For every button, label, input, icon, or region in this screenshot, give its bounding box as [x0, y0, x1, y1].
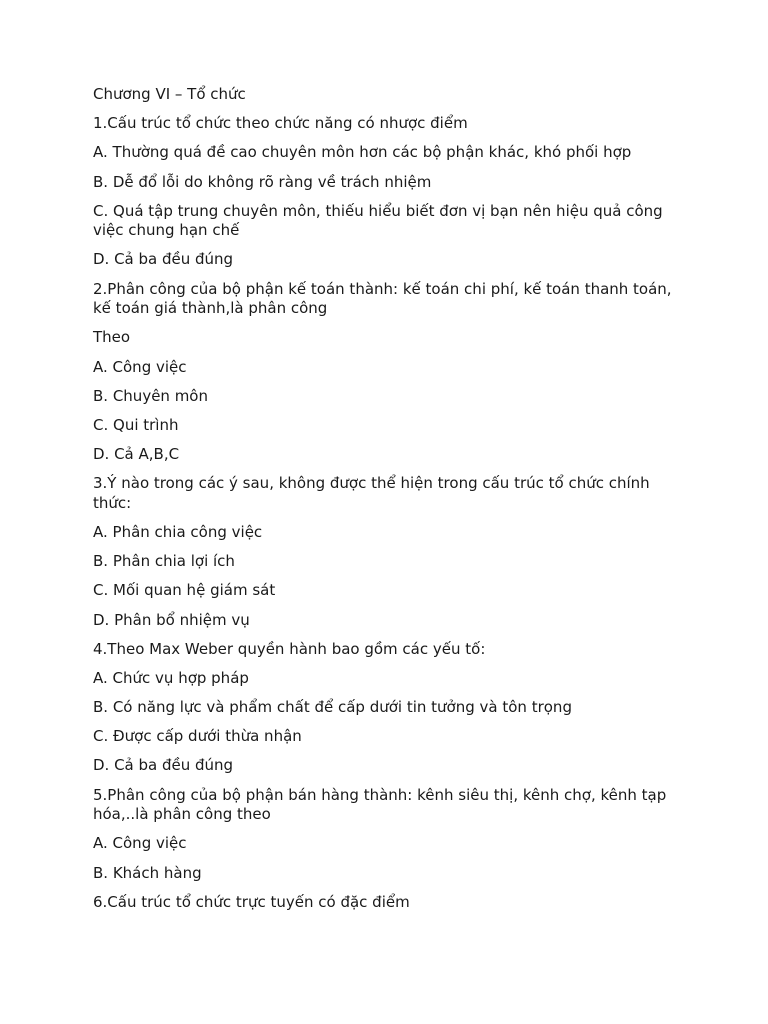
- question-3-option-c: C. Mối quan hệ giám sát: [93, 581, 276, 600]
- question-4-option-a: A. Chức vụ hợp pháp: [93, 668, 249, 687]
- question-3: 3.Ý nào trong các ý sau, không được thể hiện trong cấu trúc tổ chức chính thức:: [93, 474, 650, 512]
- question-4-option-c: C. Được cấp dưới thừa nhận: [93, 727, 302, 746]
- question-5-option-a: A. Công việc: [93, 834, 187, 853]
- question-2: 2.Phân công của bộ phận kế toán thành: kế toán chi phí, kế toán thanh toán, kế toán giá thành,là phân công: [93, 279, 672, 318]
- question-1-option-b: B. Dễ đổ lỗi do không rõ ràng về trách nhiệm: [93, 172, 432, 191]
- question-1-option-c: C. Quá tập trung chuyên môn, thiếu hiểu biết đơn vị bạn nên hiệu quả công việc chung hạn chế: [93, 201, 663, 240]
- question-4: 4.Theo Max Weber quyền hành bao gồm các yếu tố:: [93, 639, 486, 658]
- question-2-option-c: C. Qui trình: [93, 415, 179, 434]
- question-3-option-a: A. Phân chia công việc: [93, 522, 263, 541]
- question-2-continuation: Theo: [93, 328, 131, 347]
- question-1-option-a: A. Thường quá đề cao chuyên môn hơn các bộ phận khác, khó phối hợp: [93, 143, 632, 162]
- question-1: 1.Cấu trúc tổ chức theo chức năng có nhược điểm: [93, 114, 468, 133]
- document-body: [93, 85, 683, 922]
- question-3-option-b: B. Phân chia lợi ích: [93, 552, 235, 571]
- question-4-option-d: D. Cả ba đều đúng: [93, 756, 234, 775]
- question-1-option-d: D. Cả ba đều đúng: [93, 250, 234, 269]
- question-5: 5.Phân công của bộ phận bán hàng thành: kênh siêu thị, kênh chợ, kênh tạp hóa,..là phân công theo: [93, 785, 667, 824]
- question-2-option-a: A. Công việc: [93, 357, 187, 376]
- question-3-option-d: D. Phân bổ nhiệm vụ: [93, 610, 250, 629]
- question-2-option-d: D. Cả A,B,C: [93, 445, 180, 464]
- question-6: 6.Cấu trúc tổ chức trực tuyến có đặc điểm: [93, 892, 410, 911]
- chapter-title: Chương VI – Tổ chức: [93, 85, 246, 103]
- question-4-option-b: B. Có năng lực và phẩm chất để cấp dưới tin tưởng và tôn trọng: [93, 698, 572, 717]
- question-2-option-b: B. Chuyên môn: [93, 386, 208, 405]
- question-5-option-b: B. Khách hàng: [93, 863, 202, 882]
